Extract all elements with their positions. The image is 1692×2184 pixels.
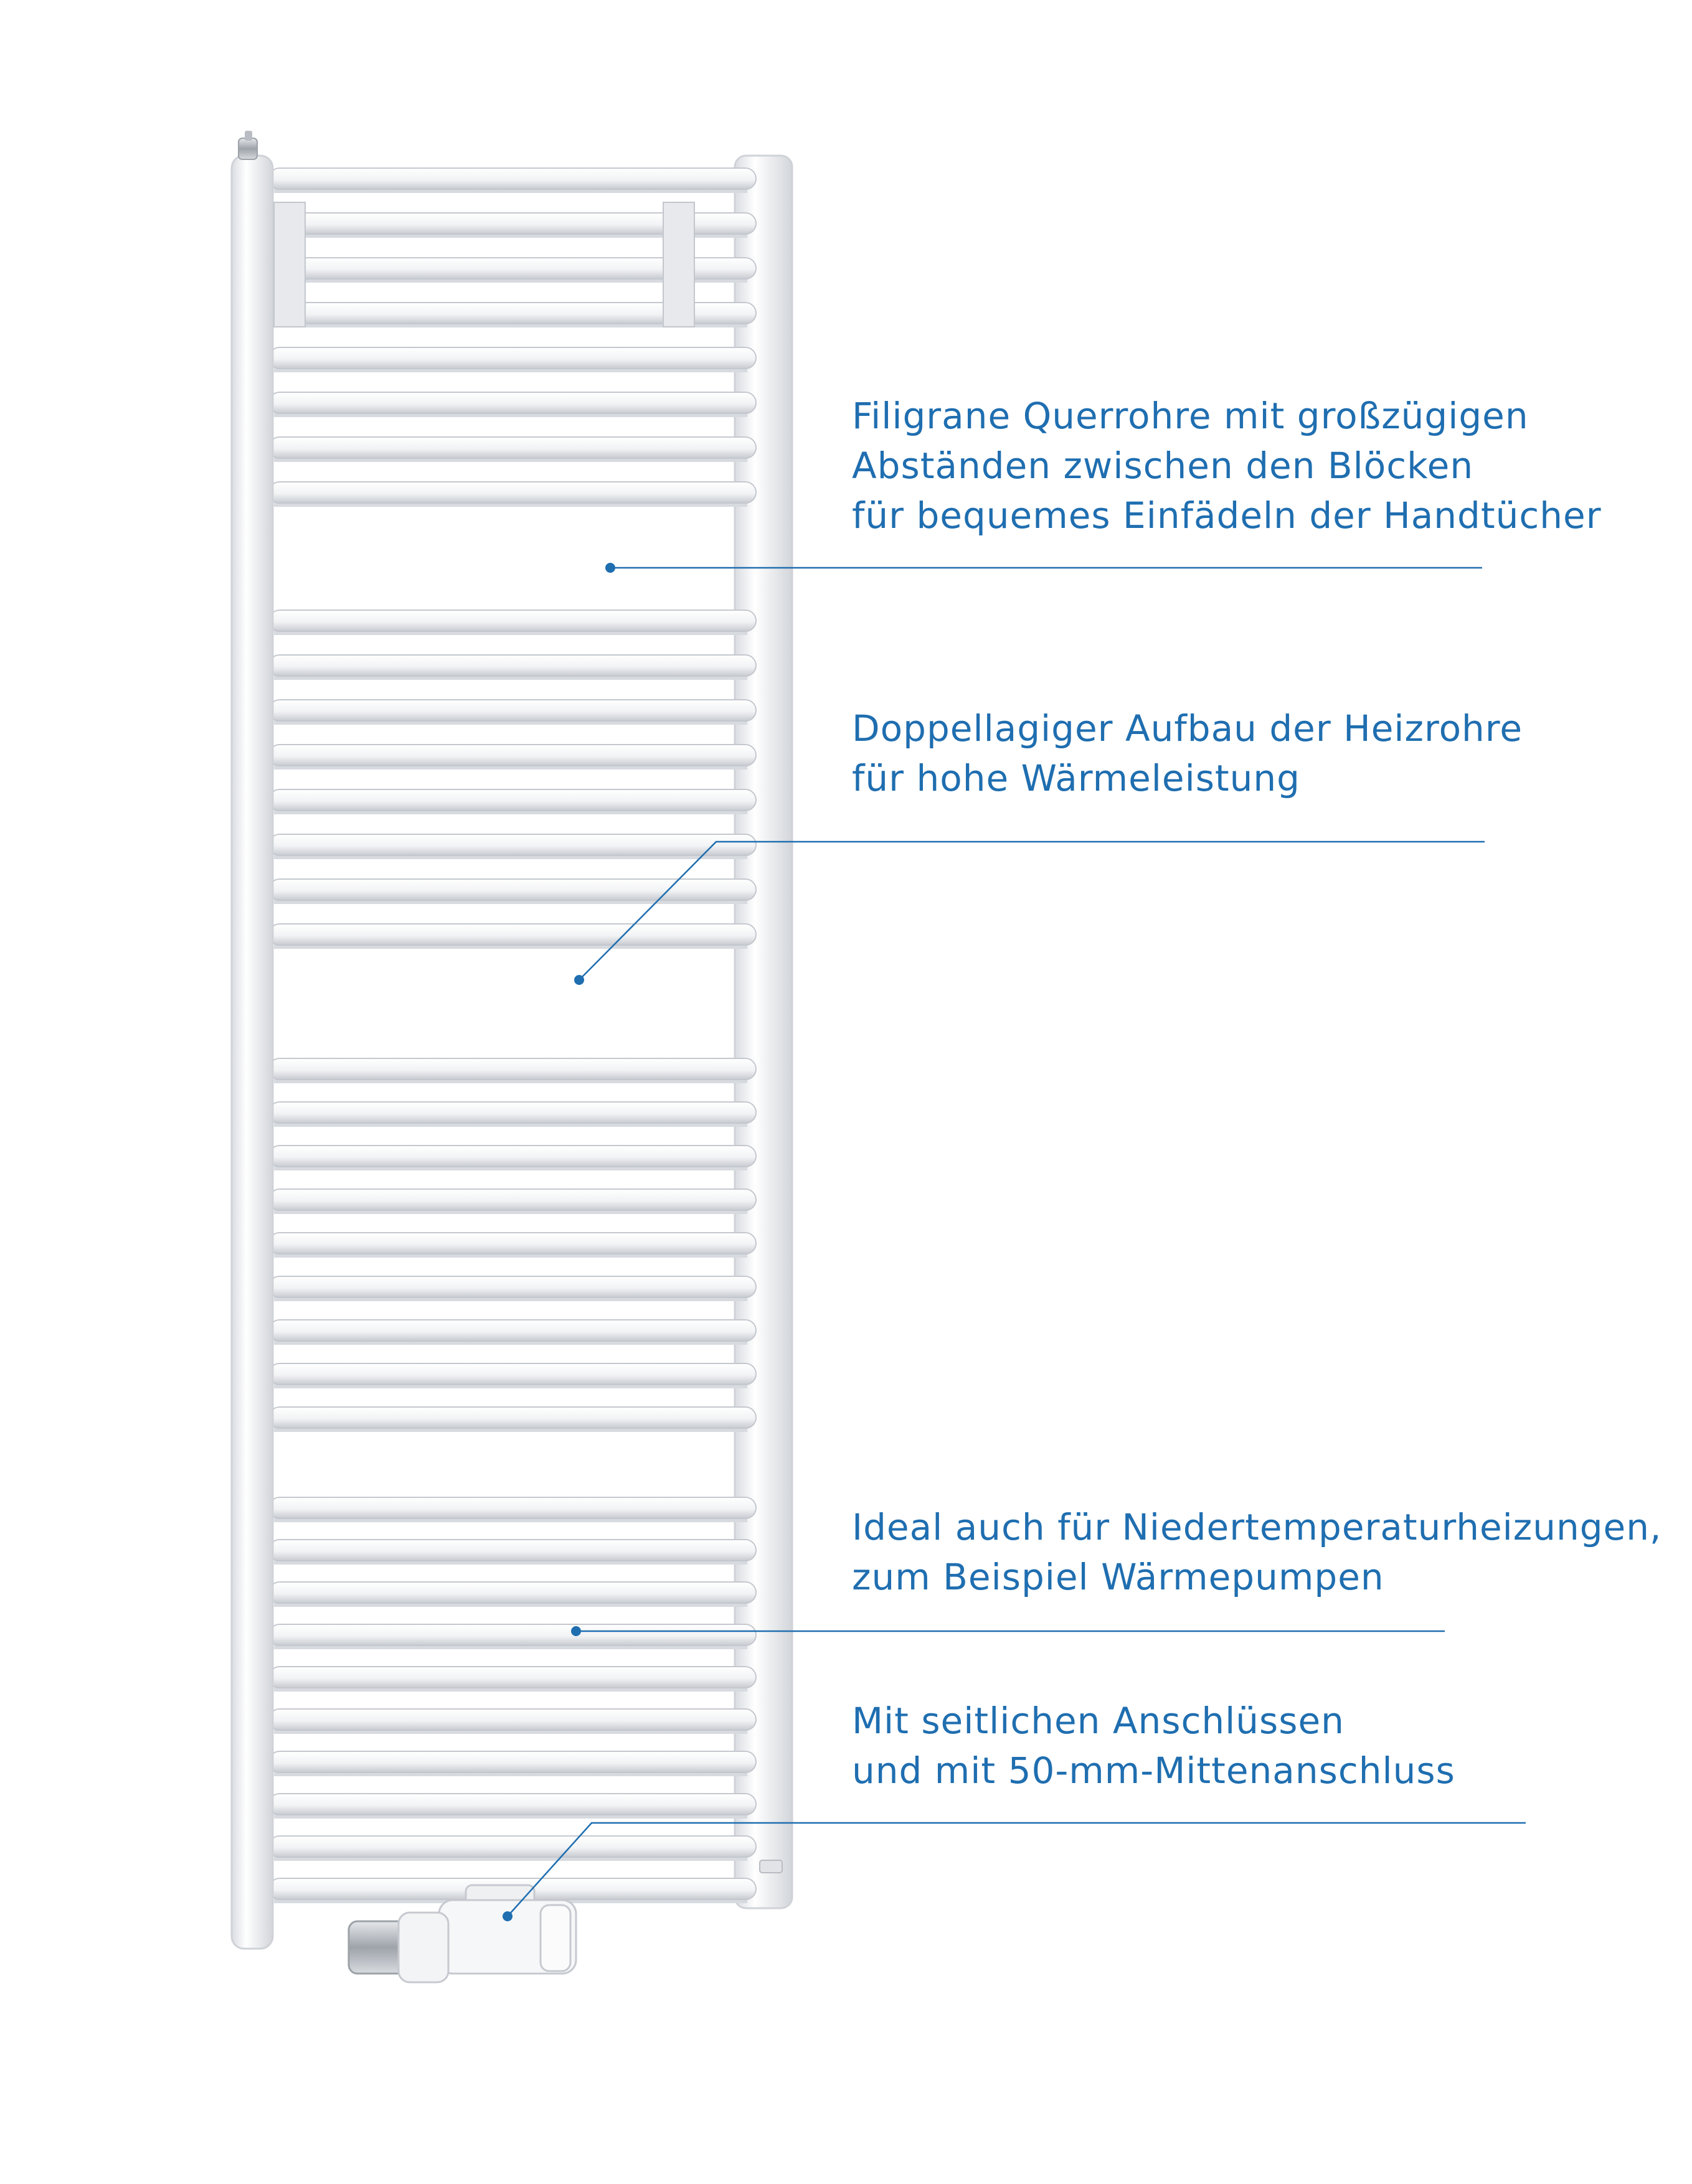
callout-double-layer-line-1: Doppellagiger Aufbau der Heizrohre — [852, 707, 1523, 750]
radiator-rail-23 — [269, 1320, 756, 1341]
callout-dot-2 — [574, 975, 584, 985]
callout-dot-3 — [571, 1626, 581, 1636]
wall-bracket-top-right — [663, 202, 694, 327]
radiator-rail-10 — [269, 655, 756, 676]
callout-dot-4 — [503, 1911, 513, 1921]
callout-double-layer-line-2: für hohe Wärmeleistung — [852, 757, 1300, 799]
radiator-rail-30 — [269, 1667, 756, 1688]
radiator-rail-17 — [269, 1058, 756, 1080]
towel-radiator-illustration — [232, 131, 792, 1982]
air-vent — [239, 138, 257, 159]
callout-rails-line-1: Filigrane Querrohre mit großzügigen — [852, 395, 1529, 437]
radiator-rail-28 — [269, 1582, 756, 1603]
radiator-rail-1 — [269, 168, 756, 189]
radiator-rail-5 — [269, 347, 756, 369]
radiator-rail-26 — [269, 1497, 756, 1518]
callout-double-layer — [852, 704, 1523, 803]
callout-low-temperature — [852, 1502, 1661, 1602]
radiator-rail-9 — [269, 610, 756, 631]
radiator-rail-13 — [269, 789, 756, 811]
radiator-rail-32 — [269, 1751, 756, 1772]
radiator-rail-34 — [269, 1836, 756, 1857]
radiator-rail-27 — [269, 1540, 756, 1561]
callout-dot-1 — [605, 563, 615, 573]
callout-rails-line-2: Abständen zwischen den Blöcken — [852, 445, 1474, 487]
radiator-rail-15 — [269, 879, 756, 900]
radiator-rail-24 — [269, 1363, 756, 1385]
radiator-rail-8 — [269, 482, 756, 503]
radiator-rail-29 — [269, 1624, 756, 1645]
radiator-rail-18 — [269, 1102, 756, 1123]
callout-rails — [852, 391, 1602, 540]
radiator-rail-19 — [269, 1146, 756, 1167]
radiator-rail-6 — [269, 392, 756, 413]
radiator-rail-22 — [269, 1276, 756, 1297]
callout-low-temperature-line-2: zum Beispiel Wärmepumpen — [852, 1556, 1384, 1598]
radiator-rail-16 — [269, 924, 756, 945]
callout-connections — [852, 1696, 1455, 1796]
radiator-rail-33 — [269, 1794, 756, 1815]
cross-rails — [269, 168, 756, 1903]
radiator-rail-31 — [269, 1709, 756, 1730]
radiator-rail-20 — [269, 1189, 756, 1210]
wall-bracket-top-left — [274, 202, 305, 327]
callout-rails-line-3: für bequemes Einfädeln der Handtücher — [852, 494, 1602, 537]
leader-line-2 — [579, 842, 1485, 980]
callout-low-temperature-line-1: Ideal auch für Niedertemperaturheizungen, — [852, 1506, 1662, 1548]
radiator-rail-14 — [269, 834, 756, 855]
radiator-rail-7 — [269, 437, 756, 458]
left-post — [232, 156, 273, 1949]
radiator-rail-12 — [269, 745, 756, 766]
callout-connections-line-2: und mit 50-mm-Mittenanschluss — [852, 1749, 1455, 1792]
radiator-rail-25 — [269, 1407, 756, 1428]
brand-plate — [760, 1860, 782, 1873]
air-vent-cap — [245, 131, 252, 141]
callout-connections-line-1: Mit seitlichen Anschlüssen — [852, 1700, 1345, 1742]
radiator-rail-11 — [269, 700, 756, 721]
radiator-rail-21 — [269, 1233, 756, 1254]
